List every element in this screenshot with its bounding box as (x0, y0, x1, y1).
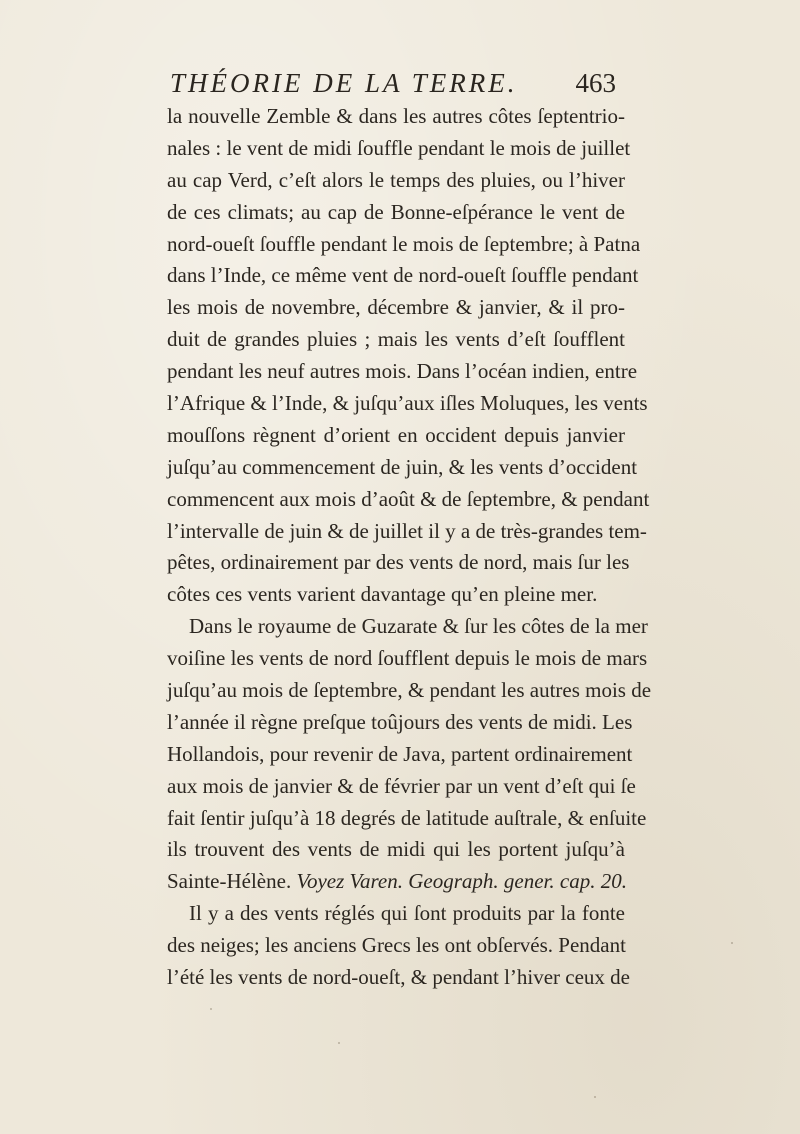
text-line: au cap Verd, c’eſt alors le temps des pluies, ou l’hiver (167, 167, 625, 192)
text-line: Hollandois, pour revenir de Java, partent ordinairement (167, 741, 633, 766)
text-line: nord-oueſt ſouffle pendant le mois de ſeptembre; à Patna (167, 231, 641, 256)
paper-speck (338, 1042, 340, 1044)
text-line-with-citation (167, 866, 625, 898)
text-line: juſqu’au commencement de juin, & les vents d’occident (167, 454, 638, 479)
text-line: ils trouvent des vents de midi qui les portent juſqu’à (167, 837, 625, 862)
text-line: mouſſons règnent d’orient en occident depuis janvier (167, 422, 625, 447)
text-line: voiſine les vents de nord ſoufflent depuis le mois de mars (167, 646, 648, 671)
paper-speck (594, 1096, 596, 1098)
text-line: l’année il règne preſque toûjours des vents de midi. Les (167, 709, 633, 734)
text-line: pêtes, ordinairement par des vents de nord, mais ſur les (167, 550, 630, 575)
text-line-start: Sainte-Hélène. (167, 869, 292, 894)
text-line: pendant les neuf autres mois. Dans l’océan indien, entre (167, 359, 638, 384)
text-line: fait ſentir juſqu’à 18 degrés de latitude auſtrale, & enſuite (167, 805, 647, 830)
text-line: Dans le royaume de Guzarate & ſur les côtes de la mer (189, 614, 648, 639)
text-line: dans l’Inde, ce même vent de nord-oueſt ſouffle pendant (167, 263, 639, 288)
text-line: des neiges; les anciens Grecs les ont obſervés. Pendant (167, 933, 626, 958)
running-head: THÉORIE DE LA TERRE. (170, 68, 518, 98)
text-line: nales : le vent de midi ſouffle pendant le mois de juillet (167, 135, 631, 160)
text-line: l’intervalle de juin & de juillet il y a de très-grandes tem- (167, 518, 647, 543)
text-line: duit de grandes pluies ; mais les vents d’eſt ſoufflent (167, 327, 625, 352)
text-line: juſqu’au mois de ſeptembre, & pendant les autres mois de (167, 678, 652, 703)
text-line: commencent aux mois d’août & de ſeptembre, & pendant (167, 486, 650, 511)
page-number: 463 (575, 68, 616, 98)
paper-speck (210, 1008, 212, 1010)
paper-speck (731, 942, 733, 944)
body-text (167, 101, 652, 994)
text-line: les mois de novembre, décembre & janvier, & il pro- (167, 295, 625, 320)
text-line: côtes ces vents varient davantage qu’en pleine mer. (167, 582, 598, 607)
text-line: l’été les vents de nord-oueſt, & pendant l’hiver ceux de (167, 965, 631, 990)
text-line: la nouvelle Zemble & dans les autres côtes ſeptentrio- (167, 104, 625, 128)
text-line: l’Afrique & l’Inde, & juſqu’aux iſles Moluques, les vents (167, 391, 648, 416)
text-line: aux mois de janvier & de février par un vent d’eſt qui ſe (167, 773, 636, 798)
text-line: Il y a des vents réglés qui ſont produits par la fonte (189, 901, 625, 926)
citation: Voyez Varen. Geograph. gener. cap. 20. (296, 869, 627, 894)
text-line: de ces climats; au cap de Bonne-eſpérance le vent de (167, 199, 625, 224)
page-header (170, 68, 616, 104)
